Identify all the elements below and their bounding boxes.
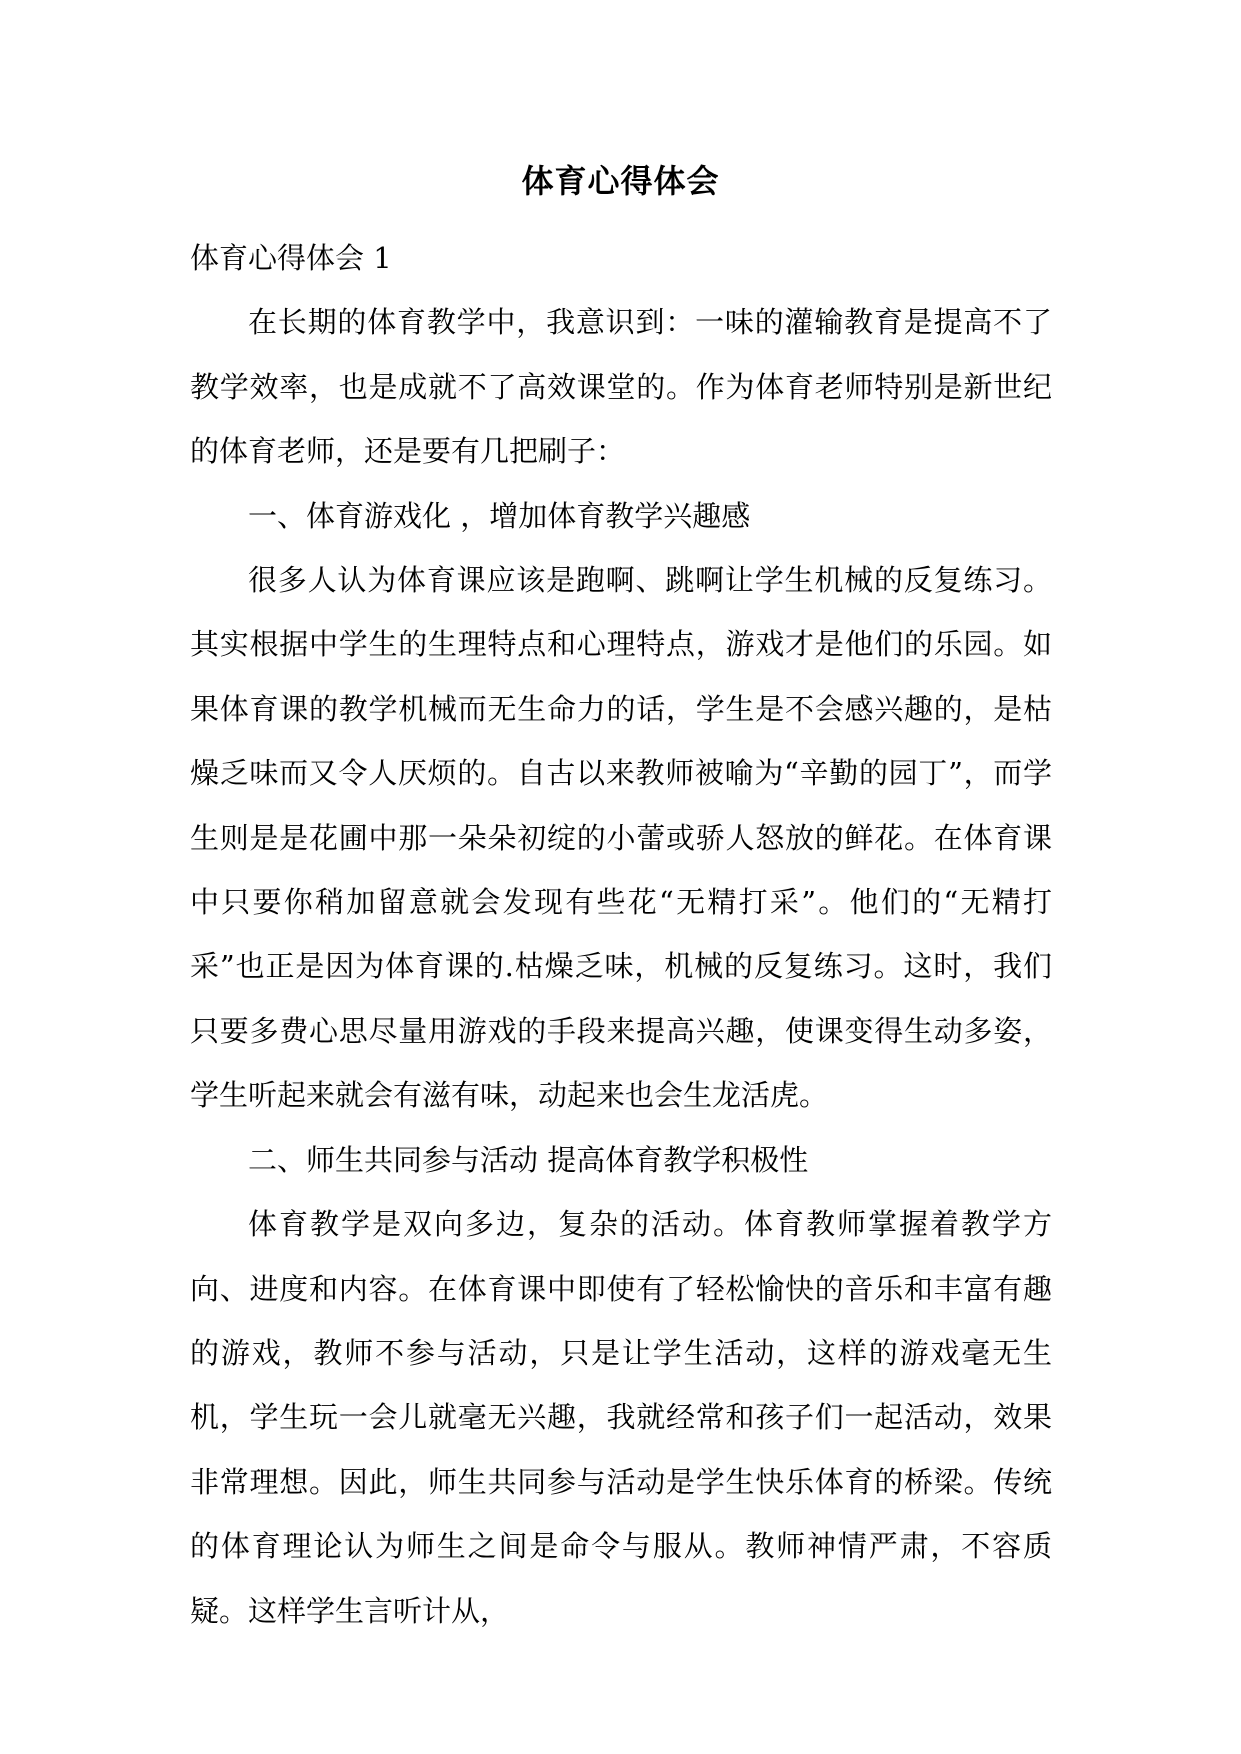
document-body: [190, 226, 1052, 1643]
document-title: 体育心得体会: [521, 162, 720, 200]
section-heading: 体育心得体会 1: [190, 241, 392, 275]
paragraph-participation: 体育教学是双向多边，复杂的活动。体育教师掌握着教学方向、进度和内容。在体育课中即使有了轻松愉快的音乐和丰富有趣的游戏，教师不参与活动，只是让学生活动，这样的游戏毫无生机，学生玩一会儿就毫无兴趣，我就经常和孩子们一起活动，效果非常理想。因此，师生共同参与活动是学生快乐体育的桥梁。传统的体育理论认为师生之间是命令与服从。教师神情严肃，不容质疑。这样学生言听计从，: [190, 1207, 1052, 1628]
subheading-two: 二、师生共同参与活动 提高体育教学积极性: [248, 1142, 809, 1177]
paragraph-games: 很多人认为体育课应该是跑啊、跳啊让学生机械的反复练习。其实根据中学生的生理特点和心理特点，游戏才是他们的乐园。如果体育课的教学机械而无生命力的话，学生是不会感兴趣的，是枯燥乏味而又令人厌烦的。自古以来教师被喻为“辛勤的园丁”，而学生则是是花圃中那一朵朵初绽的小蕾或骄人怒放的鲜花。在体育课中只要你稍加留意就会发现有些花“无精打采”。他们的“无精打采”也正是因为体育课的.枯燥乏味，机械的反复练习。这时，我们只要多费心思尽量用游戏的手段来提高兴趣，使课变得生动多姿，学生听起来就会有滋有味，动起来也会生龙活虎。: [190, 563, 1052, 1113]
paragraph-intro: 在长期的体育教学中，我意识到：一味的灌输教育是提高不了教学效率，也是成就不了高效课堂的。作为体育老师特别是新世纪的体育老师，还是要有几把刷子：: [190, 305, 1052, 469]
subheading-one: 一、体育游戏化 ，增加体育教学兴趣感: [248, 498, 751, 533]
